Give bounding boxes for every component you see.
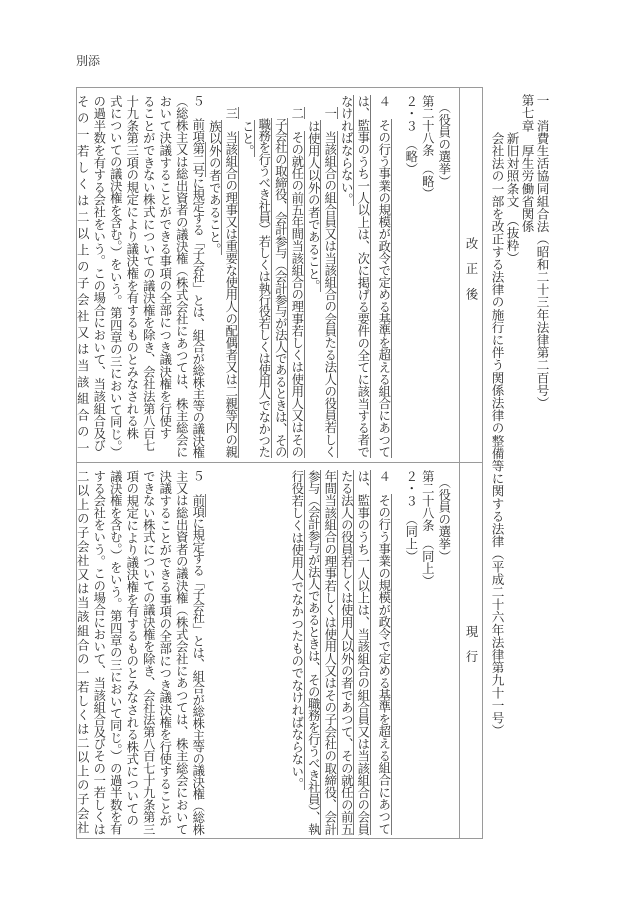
text-column-content (377, 95, 392, 458)
text-column (90, 470, 107, 835)
text-segment: に規定する「子会社」とは、組合が総株主等の議決権（総株 (190, 517, 205, 835)
text-segment: の過半数を有する会社をいう。この場合において、当該組合及び (91, 95, 106, 452)
text-segment (273, 95, 287, 118)
text-column-content (306, 470, 321, 835)
revised-text-section (72, 87, 452, 462)
text-column-content (377, 470, 392, 835)
text-segment (323, 119, 337, 131)
amended-text: 前項 (190, 493, 205, 518)
text-column (272, 95, 289, 458)
text-segment: 決議することができる事項の全部につき議決権を行使することが (157, 470, 172, 827)
text-column (140, 470, 157, 835)
text-column (435, 95, 452, 458)
text-column (321, 470, 338, 835)
amended-text: 子会社の取締役、会計参与（会計参与が法人であるときは、その (273, 118, 288, 459)
text-segment: ４ (376, 470, 391, 495)
text-column-content (323, 95, 338, 458)
text-column (107, 470, 124, 835)
text-column-content (356, 470, 371, 835)
text-column (255, 95, 272, 458)
text-column (222, 95, 239, 458)
text-column-content (339, 95, 354, 206)
text-column (354, 95, 371, 458)
text-column (288, 95, 305, 458)
text-segment: ２・３ （略） (403, 95, 418, 175)
text-segment: おいて決議することができる事項の全部につき議決権を行使す (157, 95, 172, 440)
text-segment (290, 119, 304, 131)
title-amending-act: 会社法の一部を改正する法律の施行に伴う関係法律の整備等に関する法律（平成二十六年法律第九十一号） (489, 94, 505, 737)
amended-text: 族以外の者であること。 (207, 119, 222, 255)
text-column-content (191, 95, 206, 458)
text-segment (323, 95, 337, 107)
text-column (173, 95, 190, 458)
text-segment: 式についての議決権を含む。）をいう。第四章の三において同じ。） (108, 95, 123, 459)
text-column (305, 95, 322, 458)
text-column (239, 95, 256, 458)
text-column-content (273, 95, 288, 458)
text-column (338, 470, 355, 835)
amended-text: は、監事のうち一人以上は、次に掲げる要件の全てに該当する者で (355, 95, 370, 458)
text-column (206, 95, 223, 458)
text-segment (224, 95, 238, 107)
amended-text: は、監事のうち一人以上は、当該組合の組合員又は当該組合の会員 (355, 470, 370, 836)
text-segment: 第二十八条 （略） (420, 95, 435, 200)
title-chapter: 第七章 厚生労働省関係 (519, 94, 535, 233)
text-column-content (174, 95, 188, 458)
text-column (222, 470, 239, 835)
text-column-content (125, 95, 139, 439)
text-column-content (420, 470, 434, 587)
text-column (74, 470, 91, 835)
text-segment: に規定する「子会社」とは、組合が総株主等の議決権 (190, 176, 205, 459)
text-column (123, 470, 140, 835)
text-segment: できない株式についての議決権を除き、会社法第八百七十九条第三 (141, 470, 156, 836)
text-column (321, 95, 338, 458)
amended-text: 参与（会計参与が法人であるときは、その職務を行うべき社員）、執 (306, 470, 321, 835)
text-column-content (92, 95, 106, 452)
text-segment: 第二十八条 （同上） (420, 470, 435, 587)
amended-text: 二 (289, 107, 304, 120)
text-column (305, 470, 322, 835)
document-title (490, 88, 550, 838)
text-column (90, 95, 107, 458)
text-segment: ２・３ （同上） (403, 470, 418, 563)
text-column (272, 470, 289, 835)
text-column (375, 470, 392, 835)
text-segment: 十九条第三項の規定により議決権を有するものとみなされる株 (124, 95, 139, 440)
text-segment: する会社をいう。この場合において、当該組合及びその一若しくは (91, 470, 106, 836)
text-column (402, 470, 419, 835)
amended-text: 年間当該組合の理事若しくは使用人又はその子会社の取締役、会計 (322, 470, 337, 836)
text-column (419, 470, 436, 835)
text-segment: （役員の選挙） (436, 95, 451, 188)
text-segment (257, 95, 271, 118)
amended-text: 職務を行うべき社員）若しくは執行役若しくは使用人でなかつた (256, 118, 271, 459)
text-column-content (420, 95, 434, 200)
text-column-content (224, 95, 239, 458)
text-column (288, 470, 305, 835)
header-revised-label: 改正後 (464, 236, 478, 313)
text-segment: ５ 前項 (190, 95, 205, 142)
text-column-content (75, 470, 89, 835)
amended-text: 当該組合の理事又は重要な使用人の配偶者又は二親等内の親 (223, 131, 238, 459)
text-column-content (141, 95, 155, 452)
text-column (375, 95, 392, 458)
text-segment (207, 95, 221, 120)
attachment-label: 別添 (76, 54, 101, 68)
amended-text: 行役若しくは使用人でなかつたものでなければならない。 (289, 470, 304, 790)
amended-text: 当該組合の組合員又は当該組合の会員たる法人の役員若しく (322, 131, 337, 459)
amended-text: 一 (322, 107, 337, 120)
amended-text: は使用人以外の者であること。 (306, 119, 321, 292)
amended-text: 第二号 (190, 141, 205, 177)
text-column (123, 95, 140, 458)
text-column-content (306, 95, 321, 292)
text-column (255, 470, 272, 835)
text-segment (306, 95, 320, 120)
text-segment (240, 95, 254, 120)
text-segment: ５ (190, 470, 205, 494)
amended-text: その行う事業の規模が政令で定める基準を超える組合にあつて (376, 119, 391, 459)
amended-text: こと。 (240, 119, 255, 157)
amended-text: 三 (223, 107, 238, 120)
text-column (402, 95, 419, 458)
text-column-content (108, 95, 122, 458)
text-column-content (191, 470, 206, 835)
title-law-name: 一 消費生活協同組合法（昭和二十三年法律第二百号） (534, 94, 550, 409)
amended-text: その行う事業の規模が政令で定める基準を超える組合にあつて (376, 494, 391, 836)
text-segment (290, 95, 304, 107)
text-column-content (125, 470, 139, 827)
text-segment: 二以上の子会社又は当該組合の一若しくは二以上の子会社 (75, 470, 90, 836)
text-segment: （役員の選挙） (436, 470, 451, 563)
text-column-content (404, 95, 418, 175)
text-column-content (404, 470, 418, 562)
text-column-content (75, 95, 89, 458)
text-column (156, 470, 173, 835)
amended-text: その就任の前五年間当該組合の理事若しくは使用人又はその (289, 131, 304, 459)
text-column (156, 95, 173, 458)
header-current (459, 462, 483, 839)
text-column-content (92, 470, 106, 835)
text-column-content (290, 470, 305, 790)
text-column-content (437, 95, 451, 187)
text-column-content (339, 470, 354, 835)
text-column (239, 470, 256, 835)
text-column-content (240, 95, 255, 157)
text-column-content (174, 470, 188, 835)
text-column (206, 470, 223, 835)
text-column (189, 470, 206, 835)
text-segment: その一若しくは二以上の子会社又は当該組合の一 (75, 95, 90, 458)
text-segment: ることができない株式についての議決権を除き、会社法第八百七 (141, 95, 156, 452)
text-column-content (437, 470, 451, 562)
text-segment: （総株主又は総出資者の議決権（株式会社にあつては、株主総会に (174, 95, 189, 458)
text-column (354, 470, 371, 835)
header-revised (459, 87, 483, 462)
text-column (338, 95, 355, 458)
text-column (173, 470, 190, 835)
text-segment: 項の規定により議決権を有するものとみなされる株式についての (124, 470, 139, 827)
text-column-content (158, 470, 172, 827)
title-comparison: 新旧対照条文 （抜粋） (504, 94, 520, 265)
text-column-content (141, 470, 155, 835)
text-column-content (108, 470, 122, 835)
text-column-content (257, 95, 272, 458)
text-segment: 主又は総出資者の議決権（株式会社にあつては、株主総会において (174, 470, 189, 836)
amended-text: たる法人の役員若しくは使用人以外の者であつて、その就任の前五 (339, 470, 354, 836)
text-column-content (356, 95, 371, 458)
text-column (74, 95, 91, 458)
text-column-content (290, 95, 305, 458)
header-current-label: 現行 (464, 625, 478, 676)
text-column-content (207, 95, 222, 255)
current-text-section (72, 462, 452, 839)
text-segment: ４ (376, 95, 391, 120)
text-segment: 議決権を含む。）をいう。第四章の三において同じ。）の過半数を有 (108, 470, 123, 835)
text-column-content (323, 470, 338, 835)
text-column (419, 95, 436, 458)
text-column-content (158, 95, 172, 439)
text-column (140, 95, 157, 458)
text-column (435, 470, 452, 835)
text-column (107, 95, 124, 458)
text-column (189, 95, 206, 458)
text-segment (224, 119, 238, 131)
amended-text: なければならない。 (339, 95, 354, 206)
